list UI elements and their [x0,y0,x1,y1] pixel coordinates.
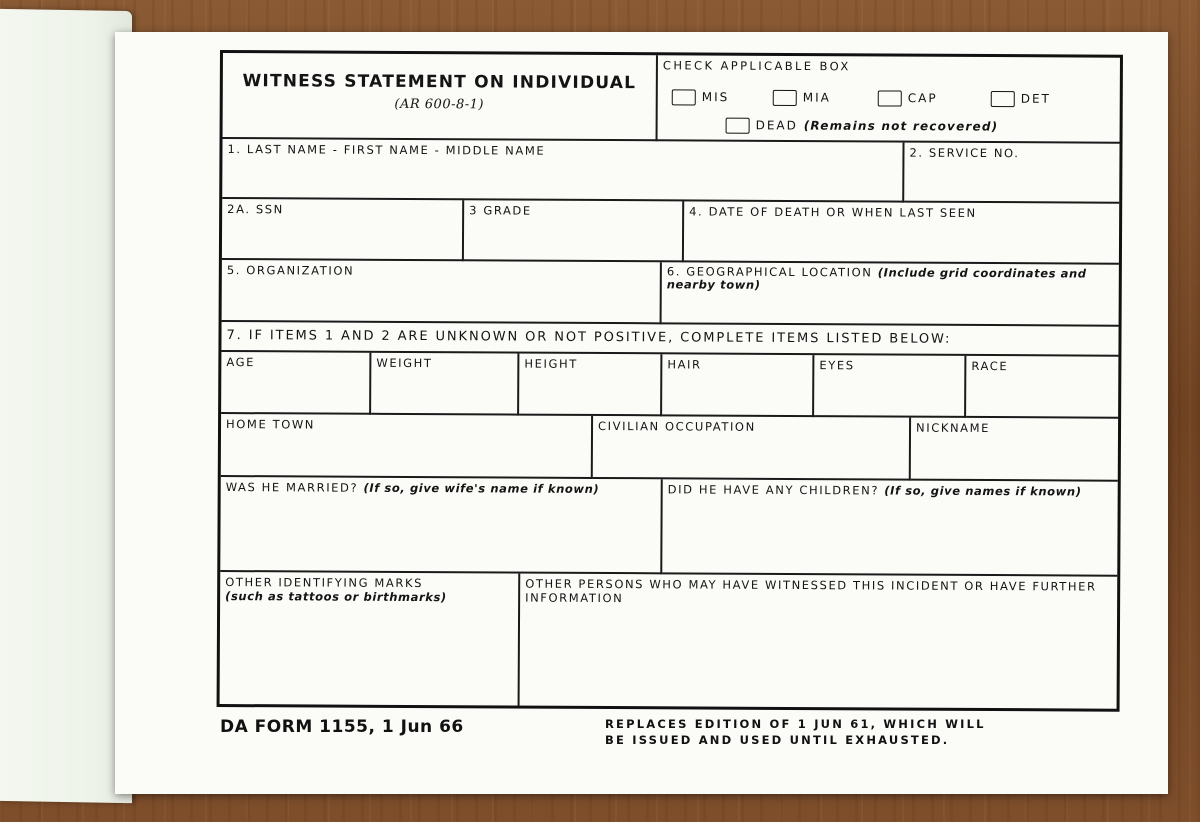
weight-label: WEIGHT [376,355,433,371]
grade-field[interactable] [464,200,684,262]
identifying-marks-field[interactable] [220,572,521,706]
form-paper [115,32,1168,794]
checkbox-box[interactable] [991,91,1015,107]
name-label: 1. LAST NAME - FIRST NAME - MIDDLE NAME [227,142,546,158]
checkbox-dead[interactable]: DEAD (Remains not recovered) [726,118,999,135]
other-persons-field[interactable] [520,574,1118,709]
home-town-label: HOME TOWN [226,417,316,432]
height-label: HEIGHT [524,356,578,371]
service-no-field[interactable] [904,143,1119,204]
checkbox-box[interactable] [672,89,696,105]
geo-location-field[interactable] [662,262,1119,326]
grade-label: 3 GRADE [469,203,532,218]
married-field[interactable] [220,477,662,574]
eyes-label: EYES [819,358,855,373]
item7-heading: 7. IF ITEMS 1 AND 2 ARE UNKNOWN OR NOT POSITIVE, COMPLETE ITEMS LISTED BELOW: [221,322,1118,357]
nickname-field[interactable] [911,418,1118,482]
ssn-label: 2A. SSN [227,202,284,217]
children-field[interactable] [662,479,1117,576]
service-no-label: 2. SERVICE NO. [909,145,1020,161]
civilian-occupation-field[interactable] [593,416,911,481]
married-note: (If so, give wife's name if known) [363,480,600,496]
children-label: DID HE HAVE ANY CHILDREN? [667,482,880,498]
ssn-field[interactable] [222,199,464,261]
checkbox-mia[interactable]: MIA [773,90,831,106]
checkbox-mis[interactable]: MIS [672,89,730,105]
checkbox-box[interactable] [878,90,902,106]
married-label: WAS HE MARRIED? [225,480,359,495]
form-subtitle: (AR 600-8-1) [394,96,485,113]
checkbox-cap[interactable]: CAP [878,90,938,106]
replaces-line-2: BE ISSUED AND USED UNTIL EXHAUSTED. [605,733,950,747]
checkbox-det[interactable]: DET [991,91,1051,107]
organization-field[interactable] [222,260,662,324]
identifying-marks-note: (such as tattoos or birthmarks) [225,589,447,605]
hair-field[interactable] [662,354,814,417]
form-header [223,53,658,141]
checkbox-box[interactable] [726,118,750,134]
age-label: AGE [226,355,256,370]
age-field[interactable] [221,352,371,415]
hair-label: HAIR [667,357,702,372]
weight-field[interactable] [371,353,519,416]
other-persons-label: OTHER PERSONS WHO MAY HAVE WITNESSED THIS INCIDENT OR HAVE FURTHER INFORMATION [525,576,1097,606]
dead-note: (Remains not recovered) [803,118,999,134]
form-title: WITNESS STATEMENT ON INDIVIDUAL [242,71,637,94]
date-of-death-label: 4. DATE OF DEATH OR WHEN LAST SEEN [689,204,977,220]
organization-label: 5. ORGANIZATION [226,263,355,278]
replaces-note [605,716,986,748]
eyes-field[interactable] [814,355,966,418]
date-of-death-field[interactable] [684,201,1119,264]
nickname-label: NICKNAME [915,420,991,436]
replaces-line-1: REPLACES EDITION OF 1 JUN 61, WHICH WILL [605,717,986,731]
geo-location-label: 6. GEOGRAPHICAL LOCATION [666,264,873,280]
geo-location-note: (Include grid coordinates and nearby town) [666,265,1087,292]
form-number: DA FORM 1155, 1 Jun 66 [220,717,464,737]
checkbox-box[interactable] [773,90,797,106]
left-page [0,9,132,803]
children-note: (If so, give names if known) [884,483,1082,499]
race-field[interactable] [966,356,1118,419]
civilian-occupation-label: CIVILIAN OCCUPATION [597,418,756,434]
status-check-area [658,55,1120,143]
name-field[interactable] [222,139,904,203]
height-field[interactable] [519,354,662,417]
race-label: RACE [971,358,1009,374]
witness-statement-form [217,50,1123,712]
check-heading: CHECK APPLICABLE BOX [662,58,851,74]
home-town-field[interactable] [221,414,593,479]
identifying-marks-label: OTHER IDENTIFYING MARKS [225,575,424,591]
